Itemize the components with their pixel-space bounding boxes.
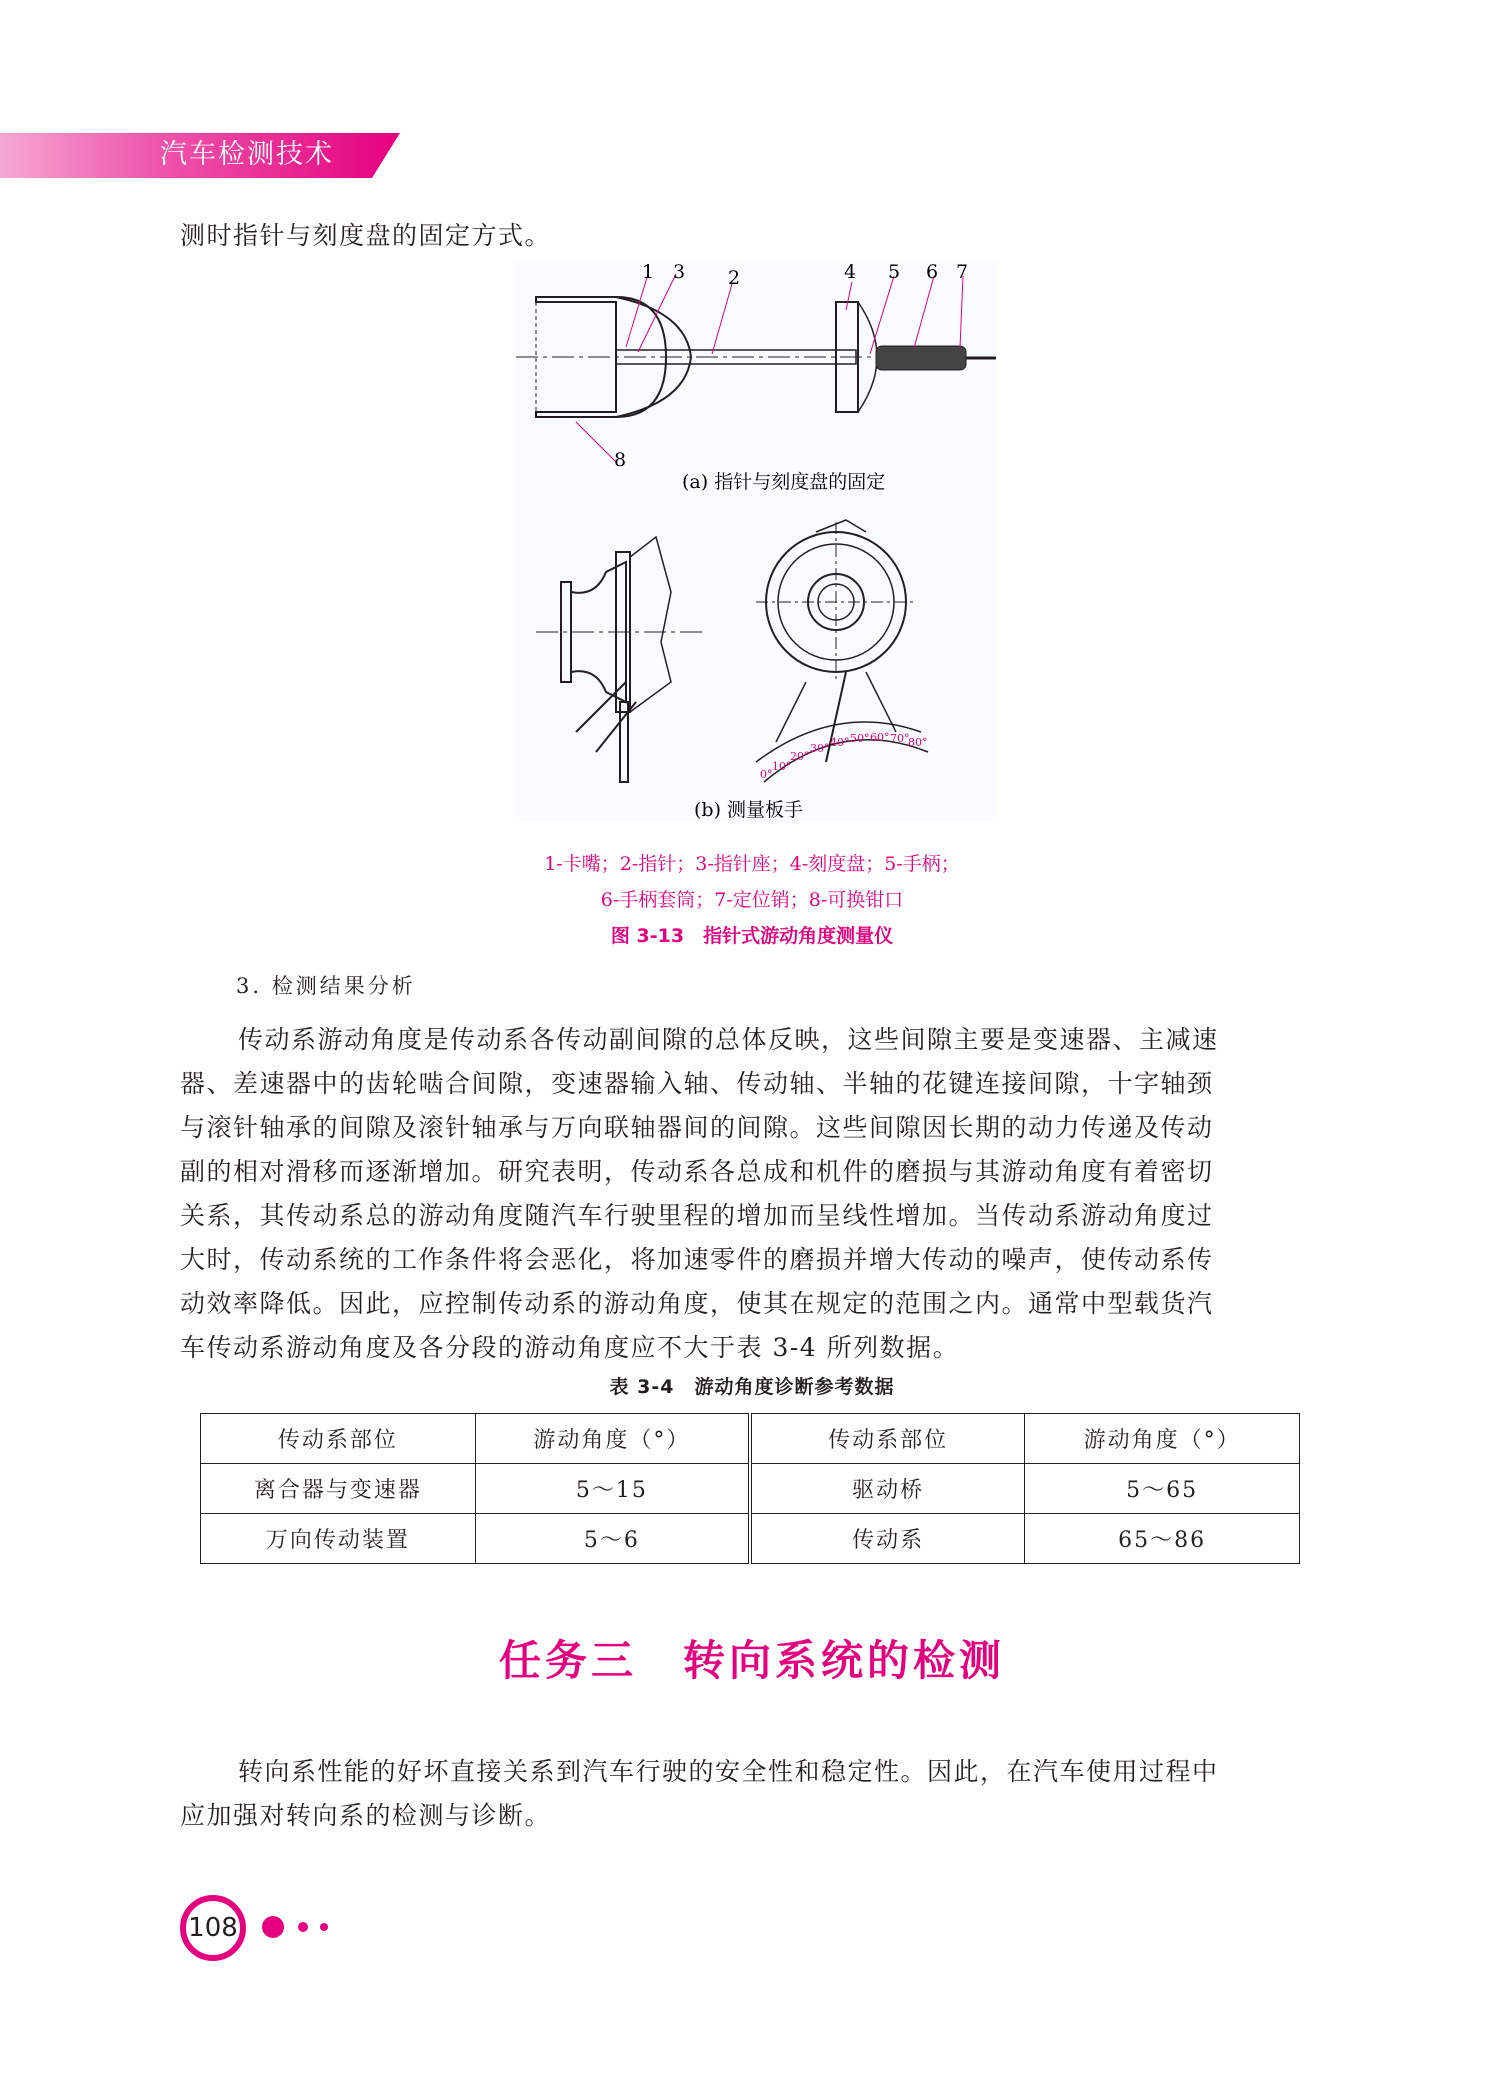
table-cell: 5～65 (1025, 1464, 1300, 1514)
table-header-cell: 游动角度（°） (475, 1414, 750, 1464)
handle-sleeve (876, 346, 966, 370)
table-header-cell: 传动系部位 (750, 1414, 1025, 1464)
header-title: 汽车检测技术 (160, 139, 334, 170)
table-cell: 5～15 (475, 1464, 750, 1514)
part-num-5: 5 (888, 262, 901, 283)
part-num-3: 3 (673, 262, 686, 283)
task-body-line: 应加强对转向系的检测与诊断。 (180, 1801, 552, 1830)
subfigure-a-caption: (a) 指针与刻度盘的固定 (682, 471, 886, 493)
subfigure-b-caption: (b) 测量板手 (694, 799, 804, 821)
scale-50: 50° (850, 732, 870, 745)
body-line: 车传动系游动角度及各分段的游动角度应不大于表 3-4 所列数据。 (180, 1333, 960, 1362)
scale-60: 60° (870, 731, 890, 744)
table-header-row (201, 1414, 1300, 1464)
table-cell: 离合器与变速器 (201, 1464, 476, 1514)
part-num-7: 7 (956, 262, 969, 283)
figure-caption: 图 3-13 指针式游动角度测量仪 (610, 925, 894, 947)
table-caption: 表 3-4 游动角度诊断参考数据 (609, 1376, 895, 1398)
scale-40: 40° (830, 736, 850, 749)
figure-legend-line2: 6-手柄套筒；7-定位销；8-可换钳口 (600, 889, 904, 911)
table-cell: 65～86 (1025, 1514, 1300, 1564)
page-number: 108 (180, 1895, 246, 1961)
task-body-line: 转向系性能的好坏直接关系到汽车行驶的安全性和稳定性。因此，在汽车使用过程中 (238, 1757, 1219, 1786)
body-line: 大时，传动系统的工作条件将会恶化，将加速零件的磨损并增大传动的噪声，使传动系传 (180, 1245, 1214, 1274)
reference-table (200, 1413, 1300, 1564)
body-line: 传动系游动角度是传动系各传动副间隙的总体反映，这些间隙主要是变速器、主减速 (238, 1025, 1219, 1054)
scale-10: 10° (772, 760, 792, 773)
table-cell: 5～6 (475, 1514, 750, 1564)
body-paragraph (180, 1018, 1320, 1370)
table-header-cell: 游动角度（°） (1025, 1414, 1300, 1464)
table-cell: 驱动桥 (750, 1464, 1025, 1514)
page-dot-medium (298, 1922, 308, 1932)
part-num-8: 8 (614, 449, 627, 471)
intro-line: 测时指针与刻度盘的固定方式。 (180, 221, 552, 250)
part-num-1: 1 (642, 262, 655, 283)
table-row (201, 1514, 1300, 1564)
scale-0: 0° (760, 768, 773, 781)
table-row (201, 1464, 1300, 1514)
body-line: 器、差速器中的齿轮啮合间隙，变速器输入轴、传动轴、半轴的花键连接间隙，十字轴颈 (180, 1069, 1214, 1098)
body-line: 副的相对滑移而逐渐增加。研究表明，传动系各总成和机件的磨损与其游动角度有着密切 (180, 1157, 1214, 1186)
task-title: 任务三 转向系统的检测 (498, 1636, 1005, 1685)
body-line: 关系，其传动系总的游动角度随汽车行驶里程的增加而呈线性增加。当传动系游动角度过 (180, 1201, 1214, 1230)
body-line: 动效率降低。因此，应控制传动系的游动角度，使其在规定的范围之内。通常中型载货汽 (180, 1289, 1214, 1318)
part-num-6: 6 (926, 262, 939, 283)
figure-diagram (516, 262, 996, 822)
part-num-2: 2 (728, 267, 741, 289)
scale-30: 30° (810, 742, 830, 755)
scale-80: 80° (908, 736, 928, 749)
part-num-4: 4 (844, 262, 857, 283)
page-dot-small (320, 1923, 328, 1931)
figure-legend-line1: 1-卡嘴；2-指针；3-指针座；4-刻度盘；5-手柄； (544, 853, 960, 875)
task-body (180, 1750, 1320, 1838)
body-line: 与滚针轴承的间隙及滚针轴承与万向联轴器间的间隙。这些间隙因长期的动力传递及传动 (180, 1113, 1214, 1142)
scale-70: 70° (890, 732, 910, 745)
scale-20: 20° (790, 750, 810, 763)
section-heading: 3. 检测结果分析 (236, 974, 416, 998)
page-dot-large (262, 1916, 284, 1938)
table-cell: 传动系 (750, 1514, 1025, 1564)
table-header-cell: 传动系部位 (201, 1414, 476, 1464)
table-cell: 万向传动装置 (201, 1514, 476, 1564)
